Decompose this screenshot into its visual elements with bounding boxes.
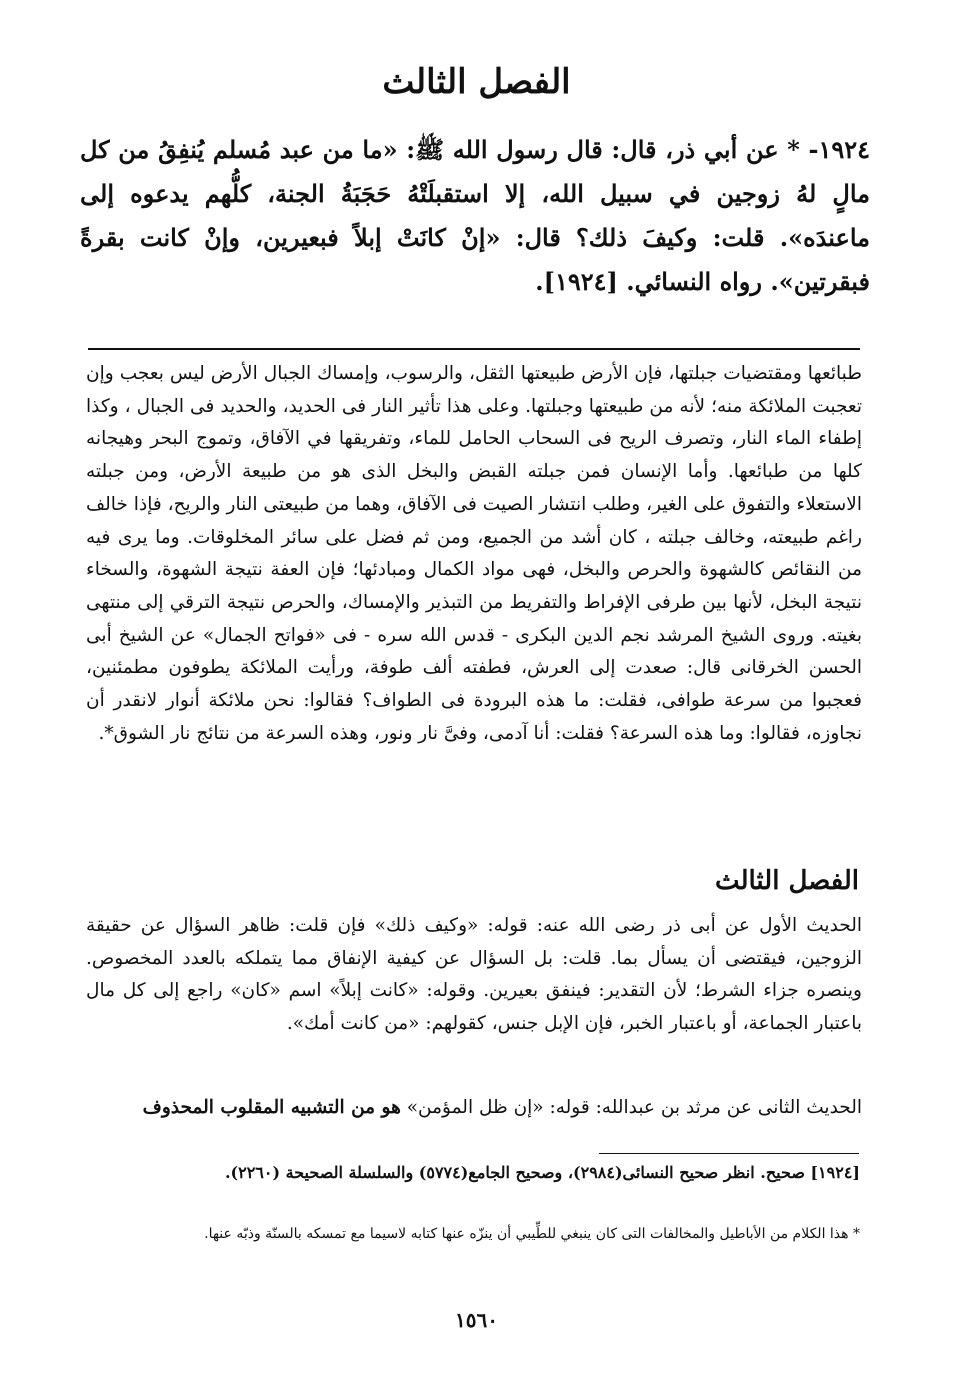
last-line-plain: الحديث الثانى عن مرثد بن عبدالله: قوله: «إن ظل المؤمن»: [400, 1097, 862, 1118]
section-divider: [88, 348, 860, 350]
page-number: ١٥٦٠: [455, 1308, 498, 1332]
commentary-last-line: [86, 1092, 862, 1124]
last-line-bold: هو من التشبيه المقلوب المحذوف: [142, 1097, 401, 1118]
commentary-paragraph-second: الحديث الأول عن أبى ذر رضى الله عنه: قوله: «وكيف ذلك» فإن قلت: ظاهر السؤال عن حقيقة الزوجين، فيقتضى أن يسأل بما. قلت: بل السؤال عن كيفية الإنفاق مما يتملكه بالعدد المخصوص. وينصره جزاء الشرط؛ لأن التقدير: فينفق بعيرين. وقوله: «كانت إبلاً» اسم «كان» راجع إلى كل مال باعتبار الجماعة، أو باعتبار الخبر، فإن الإبل جنس، كقولهم: «من كانت أمك».: [86, 915, 862, 1035]
footnote-takhrij: [١٩٢٤] صحيح. انظر صحيح النسائى(٢٩٨٤)، وصحيح الجامع(٥٧٧٤) والسلسلة الصحيحة (٢٢٦٠).: [224, 1163, 860, 1182]
page-title: الفصل الثالث: [382, 62, 571, 102]
commentary-paragraph: طبائعها ومقتضيات جبلتها، فإن الأرض طبيعتها الثقل، والرسوب، وإمساك الجبال الأرض ليس بعجب وإن تعجبت الملائكة منه؛ لأنه من طبيعتها وجبلتها. وعلى هذا تأثير النار فى الحديد، والحديد فى الجبال ، وكذا إطفاء الماء النار، وتصرف الريح فى السحاب الحامل للماء، وتفريقها في الآفاق، وتموج البحر وهيجانه كلها من طبائعها. وأما الإنسان فمن جبلته القبض والبخل الذى هو من طبيعة الأرض، ومن جبلته الاستعلاء والتفوق على الغير، وطلب انتشار الصيت فى الآفاق، وهما من طبيعتى النار والريح، فإذا خالف راغم طبيعته، وخالف جبلته ، كان أشد من الجميع، ومن ثم فضل على سائر المخلوقات. وما يرى فيه من النقائص كالشهوة والحرص والبخل، فهى مواد الكمال ومبادئها؛ فإن العفة نتيجة الشهوة، والسخاء نتيجة البخل، لأنها بين طرفى الإفراط والتفريط من التبذير والإمساك، والحرص نتيجة الترقي إلى منتهى بغيته. وروى الشيخ المرشد نجم الدين البكرى - قدس الله سره - فى «فواتح الجمال» عن الشيخ أبى الحسن الخرقانى قال: صعدت إلى العرش، فطفته ألف طوفة، ورأيت الملائكة يطوفون مطمئنين، فعجبوا من سرعة طوافى، فقلت: ما هذه البرودة فى الطواف؟ فقالوا: نحن ملائكة أنوار لانقدر أن نجاوزه، فقالوا: وما هذه السرعة؟ فقلت: أنا آدمى، وفىَّ نار ونور، وهذه السرعة من نتائج نار الشوق*.: [86, 363, 862, 744]
section-heading: الفصل الثالث: [715, 866, 859, 896]
footnote-divider: [599, 1153, 859, 1154]
hadith-text: ١٩٢٤- * عن أبي ذر، قال: قال رسول الله ﷺ: «ما من عبد مُسلم يُنفِقُ من كل مالٍ لهُ زوجين في سبيل الله، إلا استقبلَتْهُ حَجَبَةُ الجنة، كلُّهم يدعوه إلى ماعندَه». قلت: وكيفَ ذلك؟ قال: «إنْ كانَتْ إبلاً فبعيرين، وإنْ كانت بقرةً فبقرتين». رواه النسائي. [١٩٢٤].: [80, 135, 870, 296]
footnote-note: * هذا الكلام من الأباطيل والمخالفات التى كان ينبغي للطِّيبي أن ينزّه عنها كتابه لاسيما مع تمسكه بالسنّة وذبّه عنها.: [204, 1226, 860, 1242]
